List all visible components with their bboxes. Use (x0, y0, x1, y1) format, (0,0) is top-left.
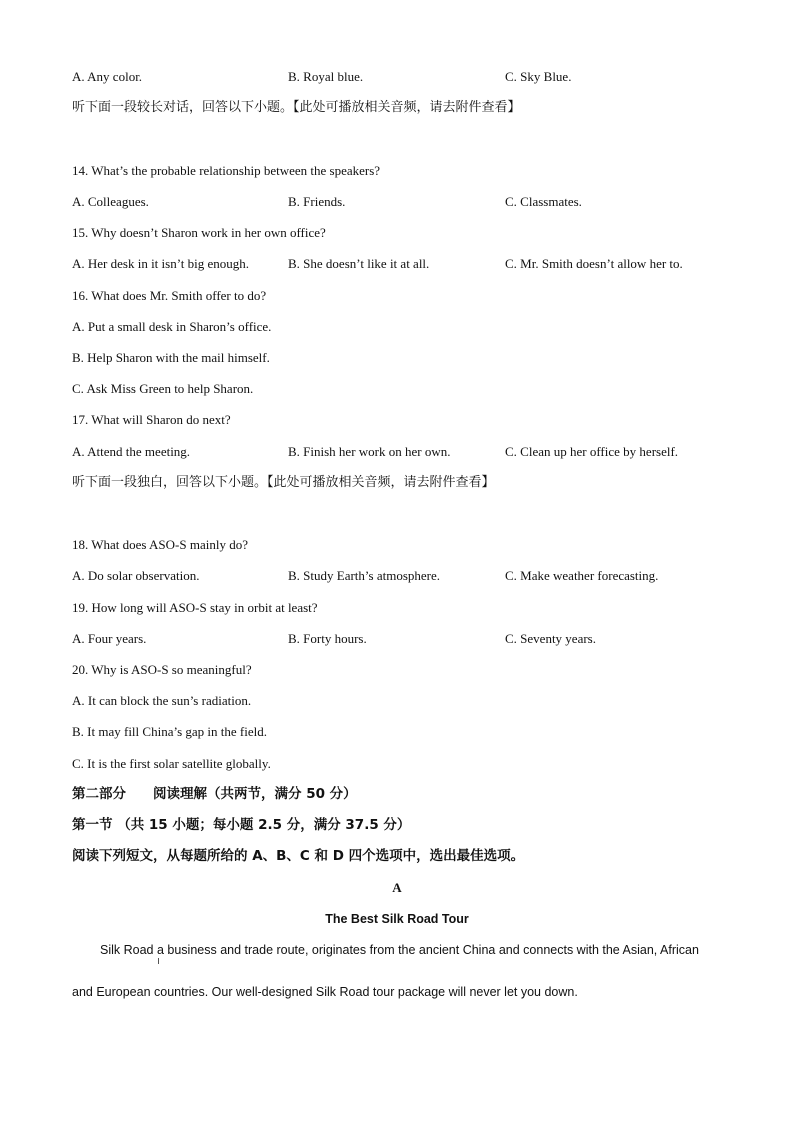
q14-stem: 14. What’s the probable relationship between the speakers? (72, 163, 381, 178)
q19-option-a: A. Four years. (72, 631, 147, 646)
q15-option-b: B. She doesn’t like it at all. (288, 256, 430, 271)
passage-letter: A (392, 880, 402, 895)
q18-option-a: A. Do solar observation. (72, 568, 200, 583)
q15-option-a: A. Her desk in it isn’t big enough. (72, 256, 250, 271)
q20-option-c: C. It is the first solar satellite globally. (72, 756, 271, 771)
q14-option-c: C. Classmates. (505, 194, 582, 209)
reading-instruction: 阅读下列短文，从每题所给的 A、B、C 和 D 四个选项中，选出最佳选项。 (72, 848, 525, 864)
q14-option-b: B. Friends. (288, 194, 346, 209)
section1-heading: 第一节 （共 15 小题；每小题 2.5 分，满分 37.5 分） (72, 817, 411, 833)
q13-option-a: A. Any color. (72, 69, 143, 84)
q16-option-c: C. Ask Miss Green to help Sharon. (72, 381, 254, 396)
passage-line-1: Silk Road a business and trade route, originates from the ancient China and connects with the Asian, African (100, 943, 699, 957)
instruction-long-dialog: 听下面一段较长对话，回答以下小题。【此处可播放相关音频，请去附件查看】 (72, 100, 521, 115)
q17-option-a: A. Attend the meeting. (72, 444, 191, 459)
q19-option-b: B. Forty hours. (288, 631, 367, 646)
passage-line-2: and European countries. Our well-designed Silk Road tour package will never let you down. (72, 985, 578, 999)
q18-option-b: B. Study Earth’s atmosphere. (288, 568, 441, 583)
q16-option-a: A. Put a small desk in Sharon’s office. (72, 319, 272, 334)
q20-option-a: A. It can block the sun’s radiation. (72, 693, 252, 708)
q20-stem: 20. Why is ASO-S so meaningful? (72, 662, 252, 677)
part2-heading: 第二部分 阅读理解（共两节，满分 50 分） (72, 786, 357, 802)
comma-mark (158, 958, 159, 964)
q19-option-c: C. Seventy years. (505, 631, 596, 646)
q18-stem: 18. What does ASO-S mainly do? (72, 537, 248, 552)
q14-option-a: A. Colleagues. (72, 194, 149, 209)
q13-option-b: B. Royal blue. (288, 69, 364, 84)
q13-option-c: C. Sky Blue. (505, 69, 572, 84)
q19-stem: 19. How long will ASO-S stay in orbit at least? (72, 600, 318, 615)
q18-option-c: C. Make weather forecasting. (505, 568, 659, 583)
q16-option-b: B. Help Sharon with the mail himself. (72, 350, 270, 365)
instruction-monologue: 听下面一段独白，回答以下小题。【此处可播放相关音频，请去附件查看】 (72, 475, 495, 490)
q17-option-c: C. Clean up her office by herself. (505, 444, 679, 459)
q20-option-b: B. It may fill China’s gap in the field. (72, 724, 267, 739)
q15-stem: 15. Why doesn’t Sharon work in her own office? (72, 225, 326, 240)
q17-stem: 17. What will Sharon do next? (72, 412, 231, 427)
passage-title: The Best Silk Road Tour (325, 912, 469, 926)
q16-stem: 16. What does Mr. Smith offer to do? (72, 288, 267, 303)
q15-option-c: C. Mr. Smith doesn’t allow her to. (505, 256, 683, 271)
q17-option-b: B. Finish her work on her own. (288, 444, 451, 459)
